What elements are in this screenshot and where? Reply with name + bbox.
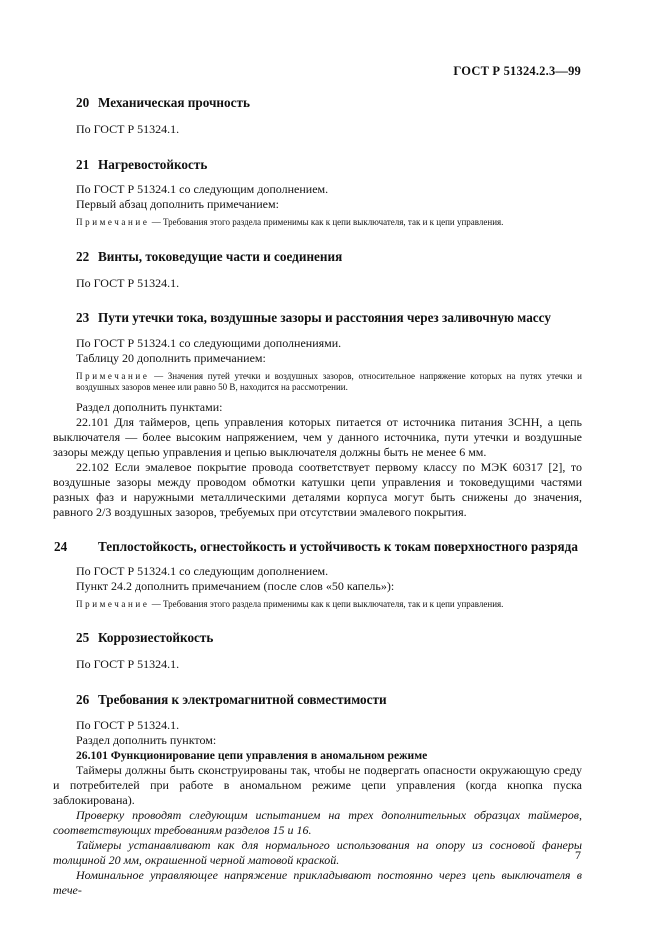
section-26-line1: По ГОСТ Р 51324.1. (76, 718, 180, 732)
page-content (53, 88, 582, 898)
section-20-number: 20 (76, 95, 90, 110)
section-26-paragraph-4: Номинальное управляющее напряжение прикладывают постоянно через цепь выключателя в тече- (53, 868, 582, 897)
section-22-title: Винты, токоведущие части и соединения (98, 248, 343, 264)
section-25-text: По ГОСТ Р 51324.1. (76, 657, 180, 671)
section-26-paragraph-3: Таймеры устанавливают как для нормального использования на опору из сосновой фанеры толщиной 20 мм, окрашенной черной матовой краской. (53, 838, 582, 867)
section-23-paragraph-2: 22.102 Если эмалевое покрытие провода соответствует первому классу по МЭК 60317 [2], то воздушные зазоры между проводом обмотки катушки цепи управления и токоведущими частями разных фаз и наружными металлическими деталями корпуса могут быть снижены до значения, равного 2/3 воздушных зазоров, требуемых при отсутствии эмалевого покрытия. (53, 459, 582, 519)
section-22-heading (76, 249, 582, 265)
document-header: ГОСТ Р 51324.2.3—99 (453, 64, 581, 78)
section-21-number: 21 (76, 157, 90, 172)
section-23-line1: По ГОСТ Р 51324.1 со следующими дополнениями. (76, 335, 342, 350)
section-20-text: По ГОСТ Р 51324.1. (76, 122, 180, 136)
section-21-note (0, 217, 658, 229)
section-26-number: 26 (76, 692, 90, 707)
note-label: Примечание (76, 217, 150, 227)
section-23-paragraph-1: 22.101 Для таймеров, цепь управления которых питается от источника питания ЗСНН, а цепь выключателя — более высоким напряжением, чем у данного источника, пути утечки и воздушные зазоры между цепью управления и цепью выключателя должны быть не менее 6 мм. (53, 414, 582, 459)
section-22-text: По ГОСТ Р 51324.1. (76, 275, 180, 290)
note-text: — Требования этого раздела применимы как к цепи выключателя, так и к цепи управления. (149, 217, 504, 227)
section-21-line2: Первый абзац дополнить примечанием: (76, 197, 279, 211)
note-label: Примечание (76, 370, 150, 381)
section-24-number: 24 (54, 538, 68, 554)
section-21-line1: По ГОСТ Р 51324.1 со следующим дополнением. (76, 182, 329, 196)
section-25-number: 25 (76, 630, 90, 645)
section-24-heading (54, 538, 582, 555)
section-26-title: Требования к электромагнитной совместимости (98, 692, 387, 707)
section-25-title: Коррозиестойкость (98, 630, 214, 645)
section-23-heading (76, 310, 582, 326)
note-text: — Требования этого раздела применимы как к цепи выключателя, так и к цепи управления. (149, 598, 504, 609)
section-26-line2: Раздел дополнить пунктом: (76, 733, 217, 747)
section-23-title: Пути утечки тока, воздушные зазоры и расстояния через заливочную массу (98, 309, 551, 325)
note-label: Примечание (76, 598, 150, 609)
section-21-heading (76, 157, 582, 173)
section-24-line2: Пункт 24.2 дополнить примечанием (после слов «50 капель»): (76, 578, 395, 593)
section-23-line2: Таблицу 20 дополнить примечанием: (76, 350, 266, 365)
section-20-heading (76, 95, 582, 111)
section-23-note (0, 371, 658, 394)
note-text: — Значения путей утечки и воздушных зазоров, относительное напряжение которых на путях утечки и воздушных зазоров менее или равно 50 В, находится на рассмотрении. (76, 370, 582, 392)
section-24-line1: По ГОСТ Р 51324.1 со следующим дополнением. (76, 563, 329, 578)
section-20-title: Механическая прочность (98, 95, 250, 110)
section-26-heading (76, 692, 582, 708)
section-23-line3: Раздел дополнить пунктами: (76, 399, 223, 414)
section-22-number: 22 (76, 248, 90, 264)
page-number: 7 (575, 848, 581, 862)
section-21-title: Нагревостойкость (98, 157, 208, 172)
section-23-number: 23 (76, 309, 90, 325)
section-25-heading (76, 630, 582, 646)
section-26-paragraph-2: Проверку проводят следующим испытанием на трех дополнительных образцах таймеров, соответствующих требованиям разделов 15 и 16. (53, 808, 582, 837)
section-26-paragraph-1: Таймеры должны быть сконструированы так, чтобы не подвергать опасности окружающую среду и потребителей при работе в аномальном режиме цепи управления (когда кнопка пуска заблокирована). (53, 763, 582, 807)
section-26-subheading: 26.101 Функционирование цепи управления в аномальном режиме (76, 749, 428, 762)
section-24-note (0, 599, 658, 611)
section-24-title: Теплостойкость, огнестойкость и устойчивость к токам поверхностного разряда (98, 538, 578, 554)
